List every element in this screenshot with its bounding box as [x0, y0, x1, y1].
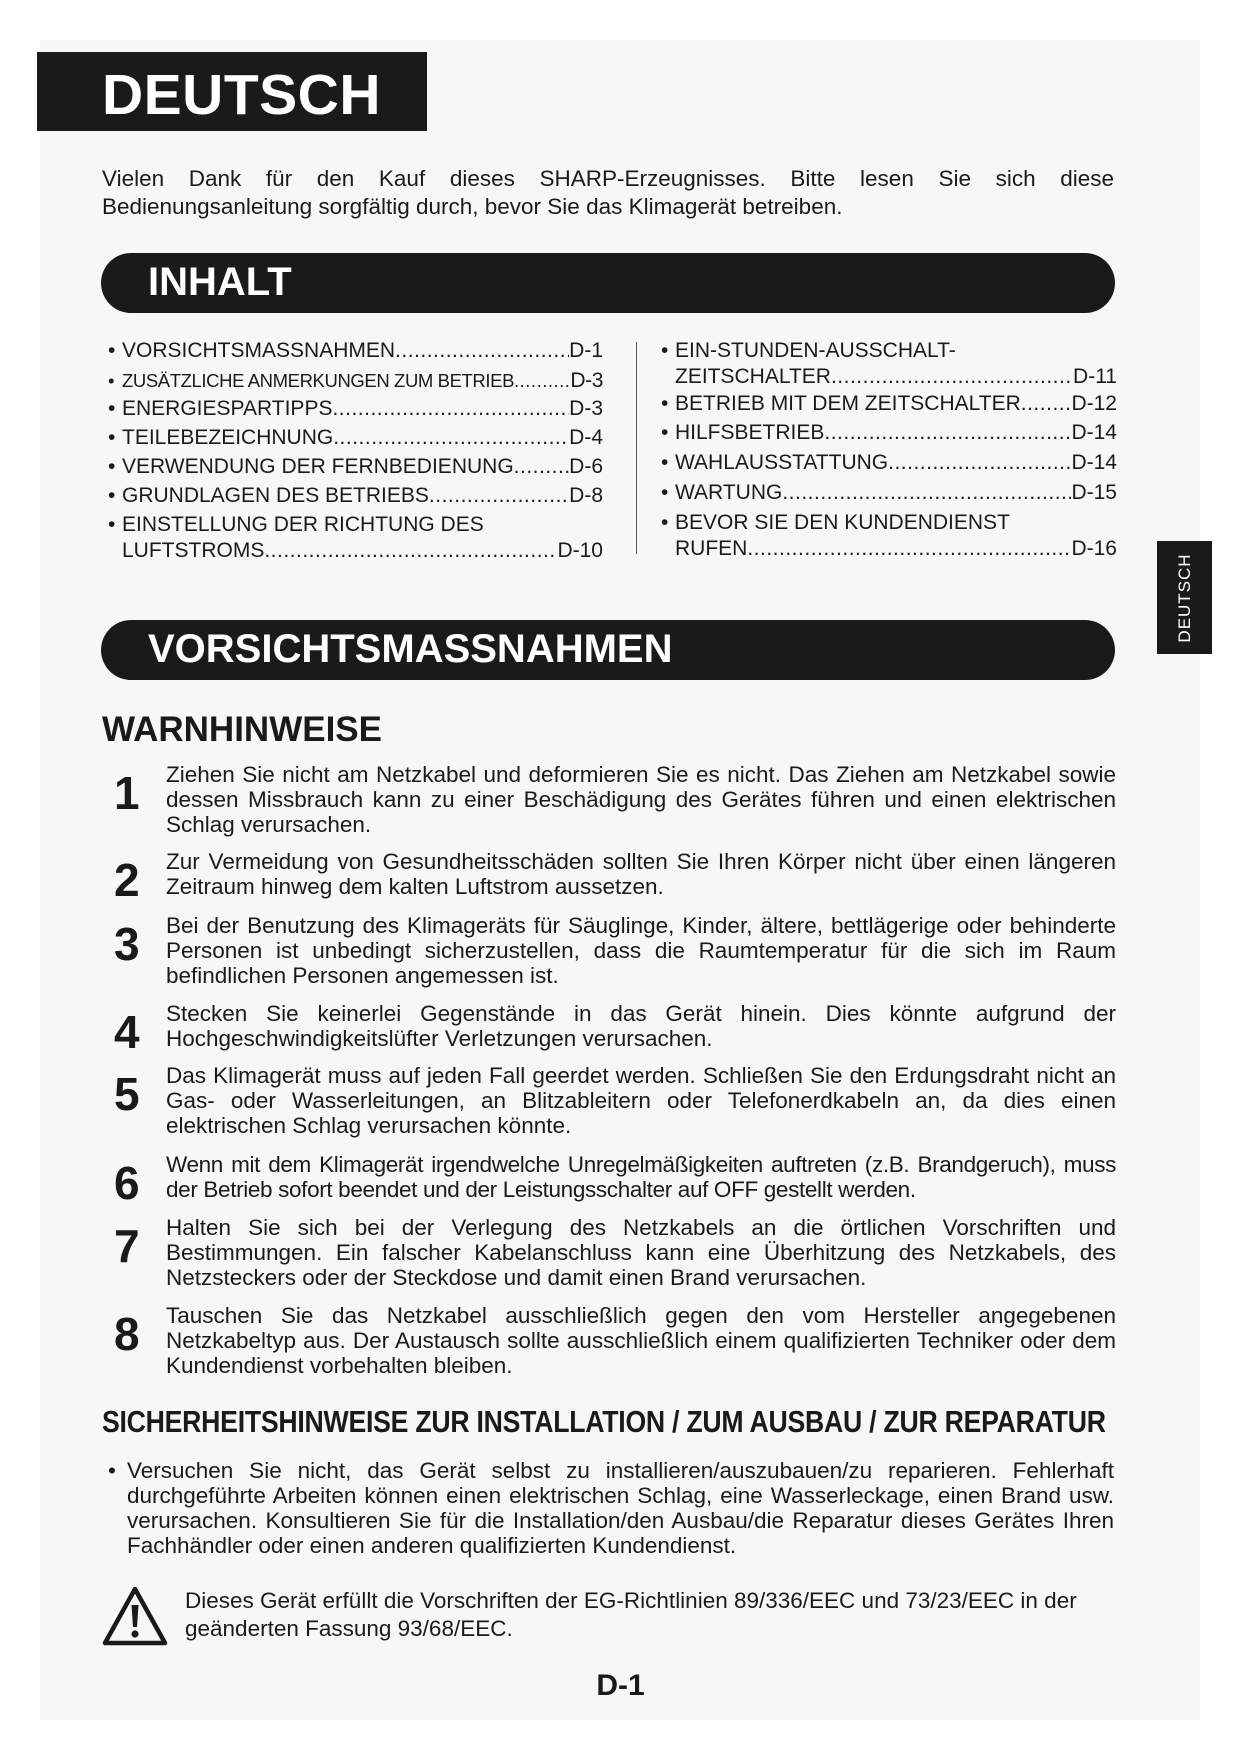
warning-number: 8	[114, 1308, 140, 1360]
safety-item-text: Versuchen Sie nicht, das Gerät selbst zu installieren/auszubauen/zu reparieren. Fehlerhaft durchgeführte Arbeiten können einen elektrischen Schlag, eine Wasserleckage, einen Brand usw. verursachen. Konsultieren Sie für die Installation/den Ausbau/die Reparatur dieses Gerätes Ihren Fachhändler oder einen anderen qualifizierten Kundendienst.	[127, 1458, 1114, 1558]
toc-item-title: • ENERGIESPARTIPPS	[122, 397, 333, 420]
toc-item-page: D-3	[569, 397, 603, 420]
toc-item-title-cont: ZEITSCHALTER	[675, 365, 831, 388]
toc-item[interactable]	[661, 338, 1117, 391]
toc-item-page: D-8	[569, 484, 603, 507]
toc-item-page: D-10	[557, 539, 603, 562]
compliance-note: Dieses Gerät erfüllt die Vorschriften der EG-Richtlinien 89/336/EEC und 73/23/EEC in der geänderten Fassung 93/68/EEC.	[185, 1588, 1077, 1641]
warning-number: 7	[114, 1220, 140, 1272]
toc-item-page: D-14	[1071, 421, 1117, 444]
contents-title: INHALT	[148, 260, 292, 304]
warning-text: Bei der Benutzung des Klimageräts für Säuglinge, Kinder, ältere, bettlägerige oder behinderte Personen ist unbedingt sicherzustellen, dass die Raumtemperatur für die sich im Raum befindlichen Personen angemessen ist.	[166, 913, 1116, 988]
warning-number: 2	[114, 854, 140, 906]
language-header-label: DEUTSCH	[102, 63, 382, 127]
toc-item[interactable]	[108, 454, 603, 483]
warning-number: 5	[114, 1068, 140, 1120]
toc-item-page: D-15	[1071, 481, 1117, 504]
toc-item-title: • HILFSBETRIEB	[675, 421, 825, 444]
warning-text: Halten Sie sich bei der Verlegung des Netzkabels an die örtlichen Vorschriften und Bestimmungen. Ein falscher Kabelanschluss kann eine Überhitzung des Netzkabels, des Netzsteckers oder der Steckdose und damit einen Brand verursachen.	[166, 1215, 1116, 1290]
toc-item[interactable]	[108, 396, 603, 425]
warning-text: Stecken Sie keinerlei Gegenstände in das Gerät hinein. Dies könnte aufgrund der Hochgeschwindigkeitslüfter Verletzungen verursachen.	[166, 1001, 1116, 1051]
toc-item[interactable]	[661, 420, 1117, 450]
toc-item-title: • GRUNDLAGEN DES BETRIEBS	[122, 484, 429, 507]
toc-item-page: D-1	[569, 339, 603, 362]
precautions-title: VORSICHTSMASSNAHMEN	[148, 627, 673, 671]
toc-left-column	[108, 338, 603, 564]
toc-item[interactable]	[661, 391, 1117, 420]
toc-item-page: D-16	[1071, 537, 1117, 560]
toc-item-title: • EIN-STUNDEN-AUSSCHALT-	[675, 339, 956, 362]
warning-number: 4	[114, 1006, 140, 1058]
language-header	[37, 52, 427, 131]
warnings-heading: WARNHINWEISE	[102, 710, 382, 749]
warning-triangle-icon	[102, 1585, 168, 1647]
toc-item-title: • WARTUNG	[675, 481, 783, 504]
toc-item-page: D-11	[1073, 365, 1117, 388]
toc-item-page: D-6	[569, 455, 603, 478]
toc-item-page: D-4	[569, 426, 603, 449]
precautions-header	[101, 620, 1115, 680]
toc-item[interactable]	[661, 480, 1117, 510]
warning-number: 6	[114, 1157, 140, 1209]
toc-item-title: • VERWENDUNG DER FERNBEDIENUNG	[122, 455, 514, 478]
contents-header	[101, 253, 1115, 313]
safety-heading: SICHERHEITSHINWEISE ZUR INSTALLATION / ZUM AUSBAU / ZUR REPARATUR	[102, 1404, 1106, 1439]
toc-item[interactable]	[108, 425, 603, 454]
toc-item-page: D-14	[1071, 451, 1117, 474]
toc-item-page: D-12	[1071, 392, 1117, 415]
toc-item[interactable]	[108, 512, 603, 564]
page-number: D-1	[596, 1669, 645, 1702]
toc-item-title: • EINSTELLUNG DER RICHTUNG DES	[122, 513, 484, 536]
toc-item-title-cont: RUFEN	[675, 537, 748, 560]
warning-number: 3	[114, 918, 140, 970]
toc-item-title: • BETRIEB MIT DEM ZEITSCHALTER	[675, 392, 1021, 415]
side-tab-label: DEUTSCH	[1174, 552, 1194, 643]
warning-text: Das Klimagerät muss auf jeden Fall geerdet werden. Schließen Sie den Erdungsdraht nicht an Gas- oder Wasserleitungen, an Blitzableitern oder Telefonerdkabeln an, da dies einen elektrischen Schlag verursachen könnte.	[166, 1063, 1116, 1138]
toc-item-title: • WAHLAUSSTATTUNG	[675, 451, 889, 474]
toc-item[interactable]	[108, 368, 603, 396]
side-language-tab	[1157, 541, 1212, 654]
warning-text: Ziehen Sie nicht am Netzkabel und deformieren Sie es nicht. Das Ziehen am Netzkabel sowie dessen Missbrauch kann zu einer Beschädigung des Gerätes führen und einen elektrischen Schlag verursachen.	[166, 762, 1116, 837]
toc-divider	[636, 342, 637, 554]
warning-number: 1	[114, 767, 140, 819]
toc-item-title: • ZUSÄTZLICHE ANMERKUNGEN ZUM BETRIEB	[122, 370, 515, 391]
bullet-icon: •	[108, 1458, 116, 1483]
warning-text: Wenn mit dem Klimagerät irgendwelche Unregelmäßigkeiten auftreten (z.B. Brandgeruch), muss der Betrieb sofort beendet und der Leistungsschalter auf OFF gestellt werden.	[166, 1152, 1116, 1202]
warning-text: Tauschen Sie das Netzkabel ausschließlich gegen den vom Hersteller angegebenen Netzkabeltyp aus. Der Austausch sollte ausschließlich einem qualifizierten Techniker oder dem Kundendienst vorbehalten bleiben.	[166, 1303, 1116, 1378]
toc-right-column	[661, 338, 1117, 562]
toc-item[interactable]	[108, 338, 603, 368]
toc-item-page: D-3	[570, 369, 603, 392]
toc-item[interactable]	[661, 450, 1117, 480]
intro-text: Vielen Dank für den Kauf dieses SHARP-Erzeugnisses. Bitte lesen Sie sich diese Bedienungsanleitung sorgfältig durch, bevor Sie das Klimagerät betreiben.	[102, 166, 1114, 219]
toc-item-title: • BEVOR SIE DEN KUNDENDIENST	[675, 511, 1010, 534]
toc-item-title: • VORSICHTSMASSNAHMEN	[122, 339, 396, 362]
toc-item[interactable]	[661, 510, 1117, 562]
toc-item-title-cont: LUFTSTROMS	[122, 539, 265, 562]
toc-item[interactable]	[108, 483, 603, 512]
toc-item-title: • TEILEBEZEICHNUNG	[122, 426, 334, 449]
warning-text: Zur Vermeidung von Gesundheitsschäden sollten Sie Ihren Körper nicht über einen längeren Zeitraum hinweg dem kalten Luftstrom aussetzen.	[166, 849, 1116, 899]
